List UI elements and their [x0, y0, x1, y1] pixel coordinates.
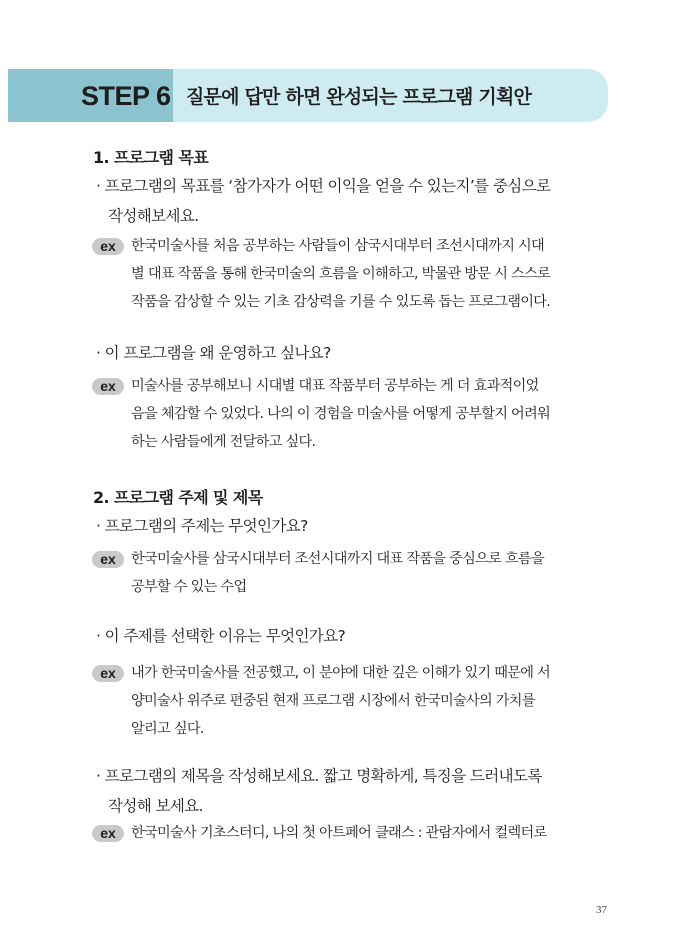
section-2-example-1 [131, 545, 603, 601]
section-1-title: 1. 프로그램 목표 [93, 148, 209, 167]
example-line: 미술사를 공부해보니 시대별 대표 작품부터 공부하는 게 더 효과적이었 [131, 378, 539, 394]
question-line: 작성해보세요. [108, 207, 199, 225]
example-badge: ex [92, 378, 124, 395]
question-line: · 이 프로그램을 왜 운영하고 싶나요? [96, 344, 331, 362]
question-line: 작성해 보세요. [108, 797, 203, 815]
question-line: · 이 주제를 선택한 이유는 무엇인가요? [96, 627, 346, 645]
example-line: 별 대표 작품을 통해 한국미술의 흐름을 이해하고, 박물관 방문 시 스스로 [131, 266, 551, 282]
example-line: 하는 사람들에게 전달하고 싶다. [131, 434, 316, 450]
example-line: 음을 체감할 수 있었다. 나의 이 경험을 미술사를 어떻게 공부할지 어려워 [131, 406, 551, 422]
page-number: 37 [596, 904, 607, 916]
section-1-example-1 [131, 232, 603, 316]
example-line: 내가 한국미술사를 전공했고, 이 분야에 대한 깊은 이해가 있기 때문에 서 [131, 665, 551, 681]
section-2-question-1 [96, 511, 600, 541]
section-2-question-3 [96, 761, 600, 821]
example-line: 한국미술사를 삼국시대부터 조선시대까지 대표 작품을 중심으로 흐름을 [131, 551, 545, 567]
banner-title: 질문에 답만 하면 완성되는 프로그램 기획안 [186, 86, 532, 108]
example-badge: ex [92, 665, 124, 682]
step-label: STEP 6 [81, 81, 171, 111]
section-2-question-2 [96, 621, 600, 651]
section-2-title: 2. 프로그램 주제 및 제목 [93, 488, 263, 507]
example-badge: ex [92, 551, 124, 568]
example-line: 작품을 감상할 수 있는 기초 감상력을 기를 수 있도록 돕는 프로그램이다. [131, 294, 551, 310]
example-line: 알리고 싶다. [131, 721, 204, 737]
section-1-question-1 [96, 171, 600, 231]
section-1-example-2 [131, 372, 603, 456]
question-line: · 프로그램의 제목을 작성해보세요. 짧고 명확하게, 특징을 드러내도록 [96, 767, 542, 785]
section-1-question-2 [96, 338, 600, 368]
example-badge: ex [92, 825, 124, 842]
example-line: 한국미술사를 처음 공부하는 사람들이 삼국시대부터 조선시대까지 시대 [131, 238, 545, 254]
section-2-example-3 [131, 819, 603, 847]
example-line: 양미술사 위주로 편중된 현재 프로그램 시장에서 한국미술사의 가치를 [131, 693, 535, 709]
section-2-example-2 [131, 659, 603, 743]
example-badge: ex [92, 238, 124, 255]
example-line: 한국미술사 기초스터디, 나의 첫 아트페어 클래스 : 관람자에서 컬렉터로 [131, 825, 547, 841]
question-line: · 프로그램의 주제는 무엇인가요? [96, 517, 308, 535]
question-line: · 프로그램의 목표를 ‘참가자가 어떤 이익을 얻을 수 있는지’를 중심으로 [96, 177, 551, 195]
example-line: 공부할 수 있는 수업 [131, 579, 247, 595]
